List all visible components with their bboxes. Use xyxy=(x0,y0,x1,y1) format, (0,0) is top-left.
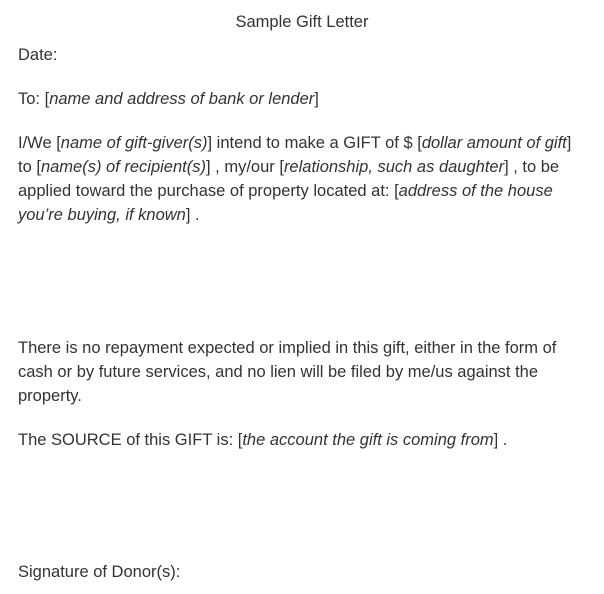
lender-placeholder: name and address of bank or lender xyxy=(49,90,315,108)
source-prefix: The SOURCE of this GIFT is: [ xyxy=(18,431,243,449)
address-placeholder: address of the house you’re buying, if known xyxy=(18,182,553,224)
gift-text: ] , my/our [ xyxy=(206,158,284,176)
giver-placeholder: name of gift-giver(s) xyxy=(60,134,208,152)
source-placeholder: the account the gift is coming from xyxy=(242,431,494,449)
repayment-paragraph: There is no repayment expected or implied in this gift, either in the form of cash or by future services, and no lien will be filed by me/us against the property. xyxy=(18,339,557,405)
to-line xyxy=(18,87,586,111)
source-suffix: ] . xyxy=(493,431,508,449)
gift-text: ] to [ xyxy=(18,134,572,176)
recipient-placeholder: name(s) of recipient(s) xyxy=(40,158,206,176)
gift-text: ] . xyxy=(185,206,200,224)
to-prefix: To: [ xyxy=(18,90,50,108)
gift-text: ] intend to make a GIFT of $ [ xyxy=(207,134,422,152)
date-label: Date: xyxy=(18,46,58,64)
gift-text: I/We [ xyxy=(18,134,61,152)
to-suffix: ] xyxy=(314,90,319,108)
amount-placeholder: dollar amount of gift xyxy=(421,134,567,152)
source-line xyxy=(18,428,586,452)
relationship-placeholder: relationship, such as daughter xyxy=(283,158,505,176)
gift-text: ] , to be applied toward the purchase of property located at: [ xyxy=(18,158,560,200)
signature-label: Signature of Donor(s): xyxy=(18,563,181,581)
document-title: Sample Gift Letter xyxy=(235,13,369,31)
gift-paragraph xyxy=(18,131,586,227)
